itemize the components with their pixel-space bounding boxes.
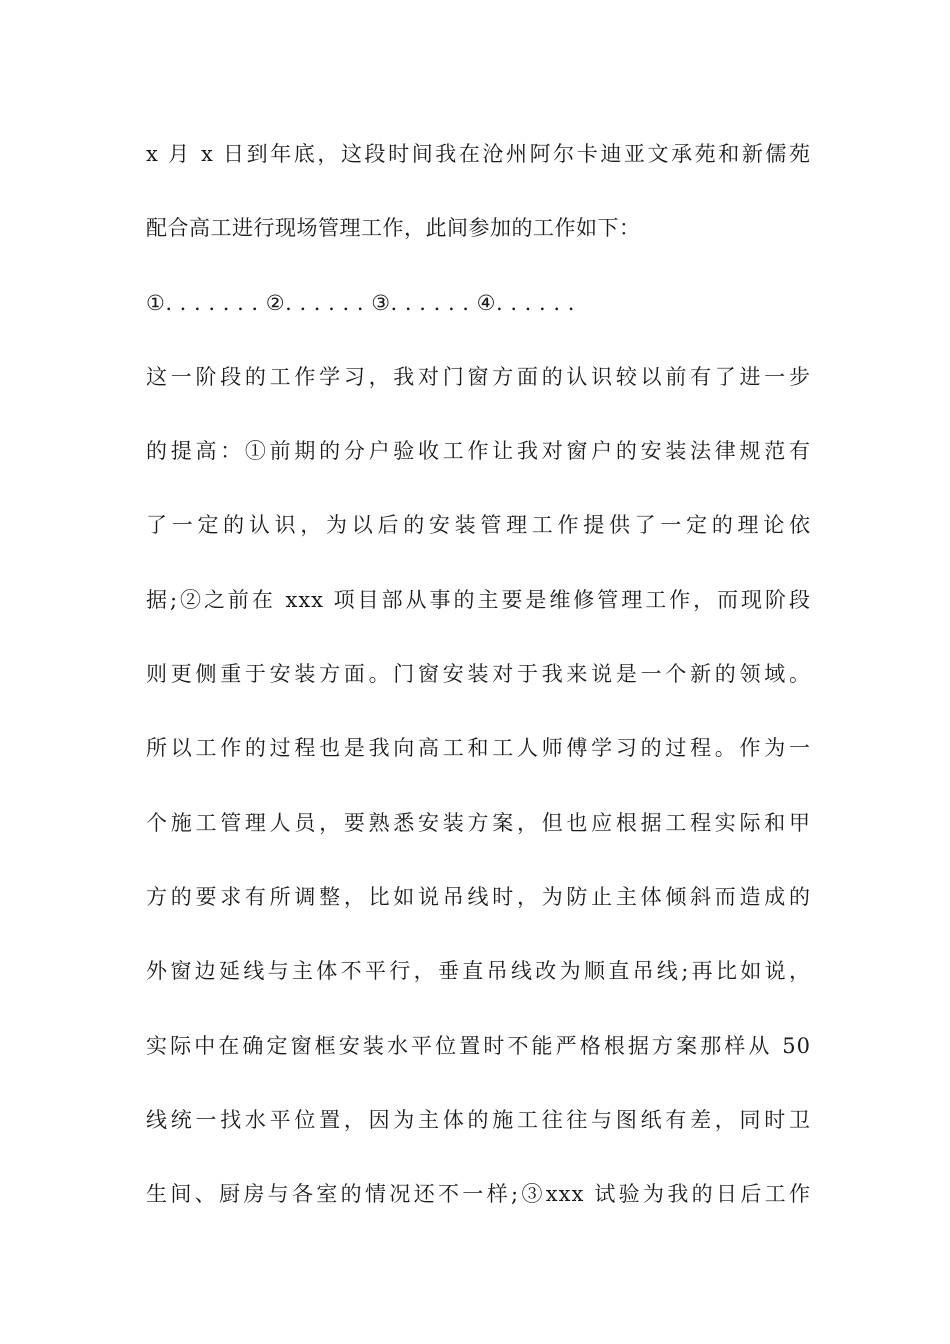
- text-line-1: x 月 x 日到年底，这段时间我在沧州阿尔卡迪亚文承苑和新儒苑: [146, 142, 811, 166]
- text-line-11: 方的要求有所调整，比如说吊线时，为防止主体倾斜而造成的: [146, 884, 811, 909]
- text-line-4: 这一阶段的工作学习，我对门窗方面的认识较以前有了进一步: [146, 364, 811, 389]
- body-text: [146, 128, 811, 1242]
- text-line-7: 据;②之前在 xxx 项目部从事的主要是维修管理工作，而现阶段: [146, 587, 811, 612]
- text-line-13: 实际中在确定窗框安装水平位置时不能严格根据方案那样从 50: [146, 1033, 811, 1058]
- text-line-9: 所以工作的过程也是我向高工和工人师傅学习的过程。作为一: [146, 736, 811, 761]
- text-line-15: 生间、厨房与各室的情况还不一样;③xxx 试验为我的日后工作: [146, 1182, 811, 1207]
- text-line-6: 了一定的认识，为以后的安装管理工作提供了一定的理论依: [146, 513, 811, 538]
- text-line-2: 配合高工进行现场管理工作，此间参加的工作如下：: [146, 216, 641, 241]
- text-line-5: 的提高：①前期的分户验收工作让我对窗户的安装法律规范有: [146, 439, 811, 464]
- text-line-10: 个施工管理人员，要熟悉安装方案，但也应根据工程实际和甲: [146, 810, 811, 835]
- text-line-12: 外窗边延线与主体不平行，垂直吊线改为顺直吊线;再比如说，: [146, 959, 811, 984]
- text-line-8: 则更侧重于安装方面。门窗安装对于我来说是一个新的领域。: [146, 662, 811, 687]
- text-line-3: ①. . . . . . . ②. . . . . . ③. . . . . . ④. . . . . .: [146, 290, 575, 315]
- text-line-14: 线统一找水平位置，因为主体的施工往往与图纸有差，同时卫: [146, 1107, 811, 1132]
